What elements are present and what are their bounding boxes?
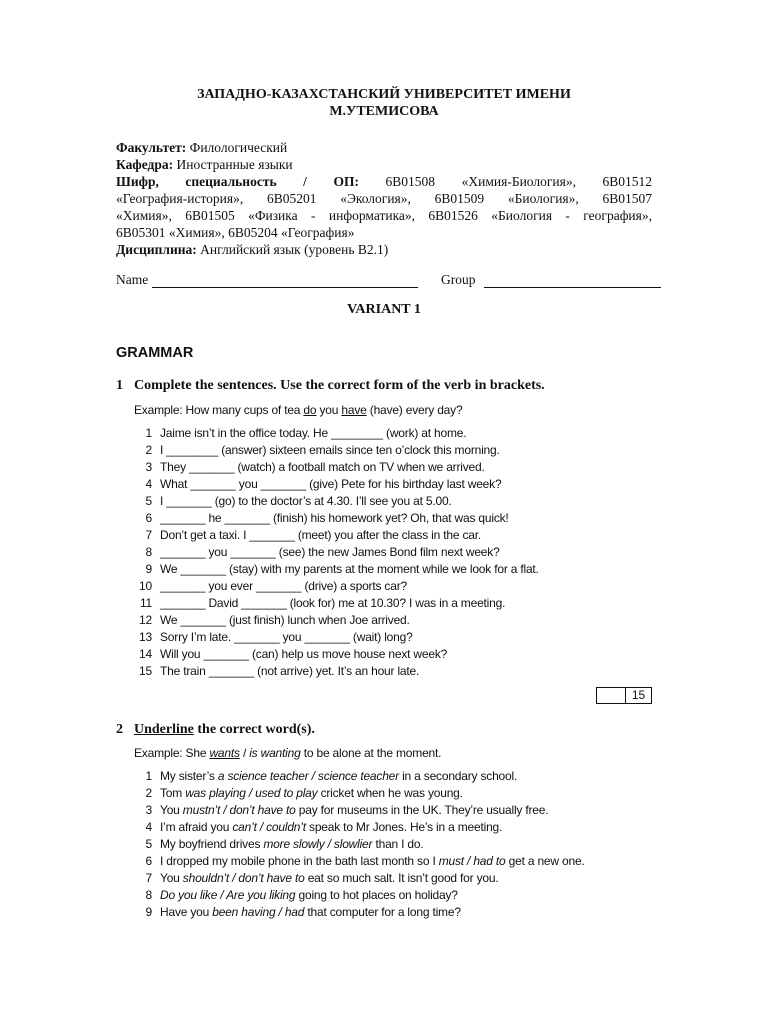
- item-options[interactable]: been having / had: [212, 905, 305, 919]
- task-1-item: [128, 476, 539, 493]
- item-text: I dropped my mobile phone in the bath last month so I: [160, 854, 439, 868]
- item-number: 12: [139, 613, 152, 627]
- example-separator: /: [239, 746, 250, 760]
- example-text: (have) every day?: [366, 403, 463, 417]
- example-answer: wants: [209, 746, 240, 760]
- task-1-item: [128, 459, 539, 476]
- item-number: 13: [139, 630, 152, 644]
- item-text: We _______ (stay) with my parents at the moment while we look for a flat.: [160, 562, 539, 576]
- code-value-3: «Химия», 6В01505 «Физика - информатика», 6В01526 «Биология - география»,: [116, 208, 652, 223]
- item-number: 7: [145, 871, 152, 885]
- code-row-3: [116, 207, 652, 224]
- item-text: cricket when he was young.: [317, 786, 463, 800]
- item-text: I’m afraid you: [160, 820, 233, 834]
- task-1-item: [128, 561, 539, 578]
- course-info: [116, 139, 652, 258]
- item-text: in a secondary school.: [398, 769, 518, 783]
- item-options[interactable]: mustn’t / don’t have to: [182, 803, 296, 817]
- example-text: you: [316, 403, 342, 417]
- code-row: [116, 173, 652, 190]
- task-1-item: [128, 510, 539, 527]
- task-1-item: [128, 612, 539, 629]
- item-text: _______ you ever _______ (drive) a sports car?: [160, 579, 407, 593]
- item-text: The train _______ (not arrive) yet. It’s an hour late.: [160, 664, 420, 678]
- item-options[interactable]: Do you like / Are you liking: [160, 888, 296, 902]
- score-input-cell[interactable]: [597, 688, 626, 703]
- item-text: _______ he _______ (finish) his homework yet? Oh, that was quick!: [160, 511, 509, 525]
- item-number: 9: [145, 905, 152, 919]
- item-number: 6: [145, 511, 152, 525]
- item-number: 7: [145, 528, 152, 542]
- item-number: 5: [145, 494, 152, 508]
- discipline-label: Дисциплина:: [116, 242, 197, 257]
- item-text: Don’t get a taxi. I _______ (meet) you after the class in the car.: [160, 528, 481, 542]
- example-text: Example: How many cups of tea: [134, 403, 304, 417]
- item-options[interactable]: shouldn’t / don’t have to: [182, 871, 305, 885]
- item-text: I _______ (go) to the doctor’s at 4.30. I’ll see you at 5.00.: [160, 494, 452, 508]
- item-number: 9: [145, 562, 152, 576]
- variant-title: VARIANT 1: [347, 302, 421, 317]
- name-field[interactable]: [152, 287, 418, 288]
- item-text: than I do.: [372, 837, 424, 851]
- task-1-item: [128, 578, 539, 595]
- task-2-underline-word: Underline: [134, 722, 194, 737]
- task-1-item: [128, 595, 539, 612]
- item-text: Sorry I’m late. _______ you _______ (wait) long?: [160, 630, 413, 644]
- item-text: My sister’s: [160, 769, 218, 783]
- university-line-2: М.УТЕМИСОВА: [329, 104, 439, 119]
- item-text: They _______ (watch) a football match on TV when we arrived.: [160, 460, 485, 474]
- item-number: 4: [145, 820, 152, 834]
- code-row-4: [116, 224, 652, 241]
- item-number: 10: [139, 579, 152, 593]
- item-text: going to hot places on holiday?: [295, 888, 458, 902]
- item-options[interactable]: can’t / couldn’t: [232, 820, 306, 834]
- item-text: I ________ (answer) sixteen emails since ten o’clock this morning.: [160, 443, 500, 457]
- section-title: GRAMMAR: [116, 345, 194, 361]
- code-row-2: [116, 190, 652, 207]
- item-text: Have you: [160, 905, 213, 919]
- item-number: 11: [139, 596, 152, 610]
- item-number: 14: [139, 647, 152, 661]
- item-text: My boyfriend drives: [160, 837, 264, 851]
- code-value-2: «География-история», 6В05201 «Экология», 6В01509 «Биология», 6В01507: [116, 191, 652, 206]
- faculty-label: Факультет:: [116, 140, 187, 155]
- task-2-item: [128, 853, 585, 870]
- item-number: 3: [145, 460, 152, 474]
- task-2-instruction: the correct word(s).: [193, 722, 315, 737]
- task-1-item: [128, 425, 539, 442]
- item-number: 2: [145, 786, 152, 800]
- department-row: [116, 156, 652, 173]
- task-2-item: [128, 802, 585, 819]
- task-1-item: [128, 629, 539, 646]
- example-answer: have: [341, 403, 367, 417]
- example-text: Example: She: [134, 746, 210, 760]
- task-2-item: [128, 904, 585, 921]
- example-text: to be alone at the moment.: [300, 746, 442, 760]
- department-value: Иностранные языки: [176, 157, 293, 172]
- code-value-1: 6В01508 «Химия-Биология», 6В01512: [385, 174, 653, 189]
- group-field[interactable]: [484, 287, 661, 288]
- discipline-row: [116, 241, 652, 258]
- discipline-value: Английский язык (уровень В2.1): [200, 242, 389, 257]
- item-text: _______ you _______ (see) the new James Bond film next week?: [160, 545, 500, 559]
- department-label: Кафедра:: [116, 157, 174, 172]
- university-line-1: ЗАПАДНО-КАЗАХСТАНСКИЙ УНИВЕРСИТЕТ ИМЕНИ: [197, 87, 571, 102]
- item-options[interactable]: was playing / used to play: [185, 786, 318, 800]
- task-1-score-box: [596, 687, 652, 704]
- faculty-row: [116, 139, 652, 156]
- task-1-item: [128, 527, 539, 544]
- code-label: Шифр, специальность / ОП:: [116, 174, 359, 189]
- task-1-title: [116, 378, 545, 394]
- code-value-4: 6В05301 «Химия», 6В05204 «География»: [116, 225, 355, 240]
- example-answer: do: [303, 403, 317, 417]
- task-1-item: [128, 493, 539, 510]
- task-2-item: [128, 870, 585, 887]
- faculty-value: Филологический: [189, 140, 288, 155]
- item-options[interactable]: more slowly / slowlier: [263, 837, 373, 851]
- item-text: get a new one.: [505, 854, 585, 868]
- group-label: Group: [441, 272, 476, 287]
- item-text: Will you _______ (can) help us move house next week?: [160, 647, 448, 661]
- task-1-item: [128, 544, 539, 561]
- item-text: You: [160, 803, 183, 817]
- task-1-item: [128, 663, 539, 680]
- task-2-item: [128, 836, 585, 853]
- task-2-item: [128, 785, 585, 802]
- task-2-item: [128, 887, 585, 904]
- task-1-item: [128, 646, 539, 663]
- item-text: Jaime isn’t in the office today. He ________ (work) at home.: [160, 426, 467, 440]
- task-2-example: [134, 746, 441, 760]
- item-text: You: [160, 871, 183, 885]
- university-title: [120, 86, 648, 120]
- task-1-example: [134, 403, 462, 417]
- task-1-item: [128, 442, 539, 459]
- item-number: 1: [145, 426, 152, 440]
- task-1-instruction: Complete the sentences. Use the correct form of the verb in brackets.: [134, 378, 545, 393]
- score-max: 15: [631, 688, 646, 702]
- example-option: is wanting: [249, 746, 301, 760]
- task-2-item: [128, 768, 585, 785]
- item-text: _______ David _______ (look for) me at 10.30? I was in a meeting.: [160, 596, 506, 610]
- task-2-items: [128, 768, 585, 921]
- item-text: Tom: [160, 786, 186, 800]
- item-text: speak to Mr Jones. He’s in a meeting.: [305, 820, 503, 834]
- item-number: 3: [145, 803, 152, 817]
- item-text: pay for museums in the UK. They’re usually free.: [295, 803, 549, 817]
- task-2-title: [116, 722, 315, 738]
- item-number: 5: [145, 837, 152, 851]
- item-number: 8: [145, 888, 152, 902]
- task-2-number: 2: [116, 722, 123, 737]
- item-number: 8: [145, 545, 152, 559]
- task-2-item: [128, 819, 585, 836]
- item-number: 6: [145, 854, 152, 868]
- item-number: 15: [139, 664, 152, 678]
- task-1-number: 1: [116, 378, 123, 393]
- item-text: that computer for a long time?: [304, 905, 461, 919]
- item-text: What _______ you _______ (give) Pete for his birthday last week?: [160, 477, 502, 491]
- item-text: We _______ (just finish) lunch when Joe arrived.: [160, 613, 410, 627]
- item-number: 2: [145, 443, 152, 457]
- item-text: eat so much salt. It isn’t good for you.: [304, 871, 499, 885]
- name-label: Name: [116, 272, 149, 287]
- task-1-items: [128, 425, 539, 680]
- item-options[interactable]: a science teacher / science teacher: [217, 769, 399, 783]
- item-number: 1: [145, 769, 152, 783]
- item-number: 4: [145, 477, 152, 491]
- name-group-row: [116, 272, 661, 290]
- item-options[interactable]: must / had to: [438, 854, 506, 868]
